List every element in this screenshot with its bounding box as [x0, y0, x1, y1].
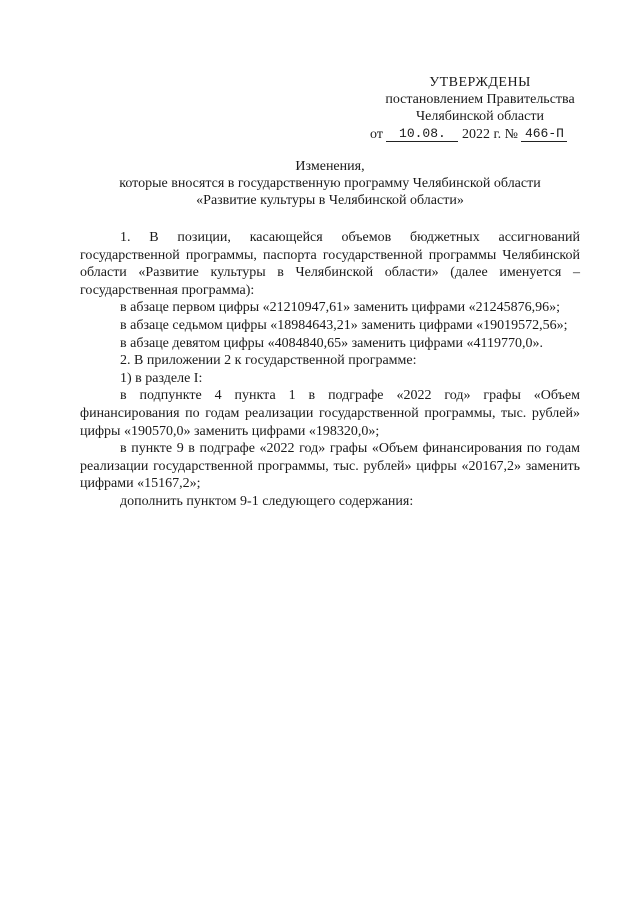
- paragraph-1: 1. В позиции, касающейся объемов бюджетных ассигнований государственной программы, паспорта государственной программы Челябинской области «Развитие культуры в Челябинской области» (далее именуется – государственная программа):: [80, 230, 580, 298]
- approval-line-2: Челябинской области: [416, 109, 544, 124]
- approval-title: УТВЕРЖДЕНЫ: [429, 75, 531, 90]
- approval-date-line: [370, 126, 590, 143]
- approval-date: 10.08.: [386, 127, 458, 142]
- paragraph-6: 1) в разделе I:: [120, 370, 203, 386]
- paragraph-5: 2. В приложении 2 к государственной программе:: [120, 353, 417, 369]
- paragraph-8: в пункте 9 в подграфе «2022 год» графы «Объем финансирования по годам реализации государственной программы, тыс. рублей» цифры «20167,2» заменить цифрами «15167,2»;: [80, 441, 580, 492]
- approval-line-1: постановлением Правительства: [385, 92, 575, 107]
- heading-line-2: которые вносятся в государственную программу Челябинской области: [119, 176, 541, 191]
- from-label: от: [370, 127, 383, 142]
- paragraph-2: в абзаце первом цифры «21210947,61» заменить цифрами «21245876,96»;: [120, 300, 560, 316]
- year-text: 2022 г. №: [461, 127, 518, 142]
- paragraph-7: в подпункте 4 пункта 1 в подграфе «2022 год» графы «Объем финансирования по годам реализации государственной программы, тыс. рублей» цифры «190570,0» заменить цифрами «198320,0»;: [80, 388, 580, 439]
- approval-block: [370, 74, 590, 143]
- heading-line-1: Изменения,: [295, 159, 365, 174]
- heading-line-3: «Развитие культуры в Челябинской области»: [196, 193, 464, 208]
- paragraph-4: в абзаце девятом цифры «4084840,65» заменить цифрами «4119770,0».: [120, 335, 543, 351]
- document-heading: [80, 158, 580, 209]
- approval-number: 466-П: [521, 127, 567, 142]
- paragraph-3: в абзаце седьмом цифры «18984643,21» заменить цифрами «19019572,56»;: [120, 317, 568, 333]
- paragraph-9: дополнить пунктом 9-1 следующего содержания:: [120, 493, 414, 509]
- document-body: [80, 229, 580, 511]
